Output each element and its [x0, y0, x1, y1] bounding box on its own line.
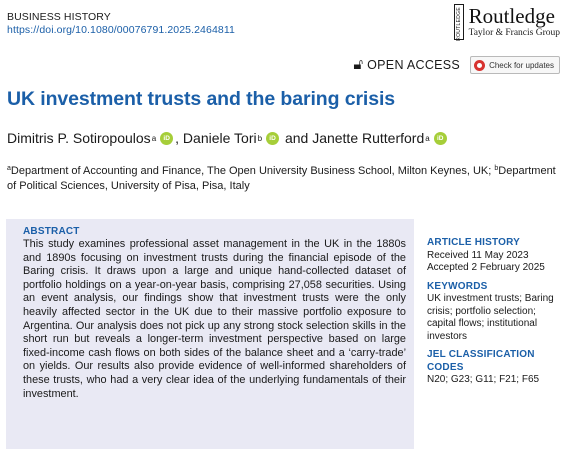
author-affil-sup: a: [425, 133, 430, 143]
check-for-updates-label: Check for updates: [489, 60, 554, 70]
author-separator: ,: [175, 130, 180, 146]
author-name: Dimitris P. Sotiropoulos: [7, 130, 151, 146]
received-date: Received 11 May 2023: [427, 249, 529, 261]
affiliations: [7, 162, 563, 193]
orcid-icon[interactable]: iD: [266, 132, 279, 145]
author-affil-sup: a: [151, 133, 157, 143]
accepted-date: Accepted 2 February 2025: [427, 262, 545, 273]
crossmark-icon: [474, 60, 485, 71]
article-title: UK investment trusts and the baring crisis: [7, 88, 396, 110]
affil-sup: b: [494, 165, 499, 172]
author-affil-sup: b: [257, 133, 263, 143]
keywords-block: [427, 281, 563, 344]
affil-sup: a: [7, 165, 11, 172]
article-history: [427, 237, 563, 275]
author-name: Janette Rutterford: [312, 130, 425, 146]
journal-header: [7, 11, 235, 37]
history-heading: ARTICLE HISTORY: [427, 237, 521, 248]
orcid-icon[interactable]: iD: [434, 132, 447, 145]
abstract-box: [6, 219, 414, 449]
open-access-lock-icon: 🔓︎: [353, 56, 364, 73]
jel-block: [427, 349, 563, 387]
access-row: [353, 56, 560, 74]
abstract-text: This study examines professional asset management in the UK in the 1880s and 1890s focusing on investment trusts during the financial episode of the Baring crisis. It draws upon a large and unique hand-collected dataset of portfolio holdings on a year-on-year basis, comprising 27,058 securities. Using an event analysis, our findings show that investment trusts were the only heavily affected sector in the UK due to their massive portfolio exposure to Argentina. Our analysis does not pick up any strong stock selection skills in the short run but reveals a longer-term investment perspective based on large fixed-income cash flows on both sides of the balance sheet and a ‘carry-trade’ on yields. Our results also provide evidence of well-informed shareholders of these trusts, who had a very clear idea of the underlying fundamentals of their investment.: [23, 238, 406, 400]
journal-name: BUSINESS HISTORY: [7, 11, 111, 23]
publisher-name: Routledge: [468, 4, 555, 28]
author-name: Daniele Tori: [182, 130, 257, 146]
article-sidebar: [427, 237, 563, 393]
keywords-heading: KEYWORDS: [427, 280, 488, 292]
doi-link[interactable]: https://doi.org/10.1080/00076791.2025.2464811: [7, 24, 235, 36]
publisher-logo: [454, 4, 560, 40]
jel-codes: N20; G23; G11; F21; F65: [427, 374, 540, 385]
author-separator: and: [284, 130, 309, 146]
orcid-icon[interactable]: iD: [160, 132, 173, 145]
author-list: [7, 130, 449, 146]
open-access-label: OPEN ACCESS: [367, 58, 461, 72]
jel-heading: JEL CLASSIFICATION CODES: [427, 349, 535, 373]
check-for-updates-button[interactable]: [470, 56, 560, 74]
abstract-heading: ABSTRACT: [23, 226, 80, 237]
publisher-subtitle: Taylor & Francis Group: [468, 28, 560, 38]
affiliation-text: Department of Political Sciences, University of Pisa, Pisa, Italy: [7, 165, 556, 192]
keywords-text: UK investment trusts; Baring crisis; portfolio selection; capital flows; institutional investors: [427, 293, 554, 342]
routledge-emblem-icon: ROUTLEDGE: [454, 4, 464, 40]
affiliation-text: Department of Accounting and Finance, The Open University Business School, Milton Keynes, UK;: [10, 165, 492, 177]
